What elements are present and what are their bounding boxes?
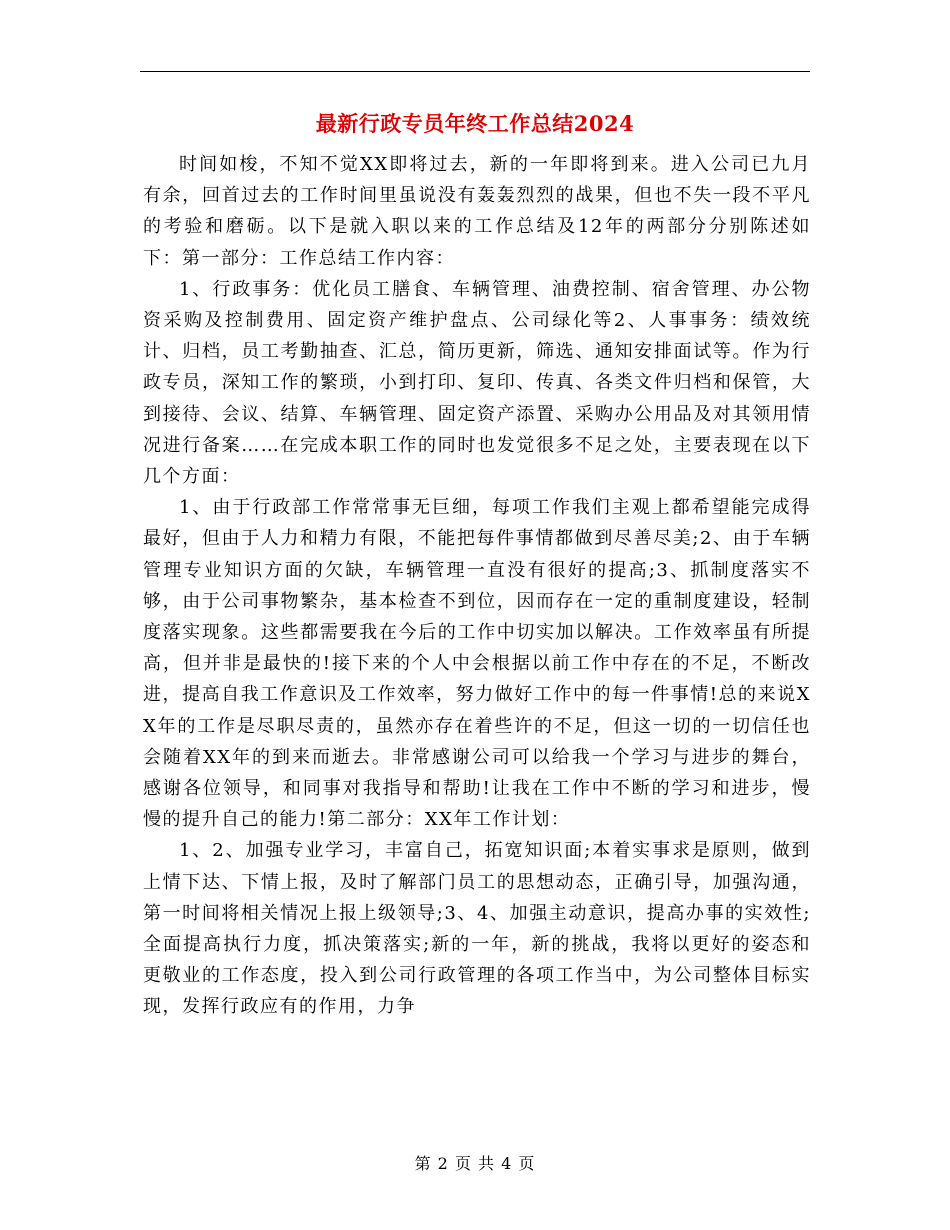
paragraph-work-plan: 1、2、加强专业学习，丰富自己，拓宽知识面;本着实事求是原则，做到上情下达、下情上报，及时了解部门员工的思想动态，正确引导，加强沟通，第一时间将相关情况上报上级领导;3、4、加强主动意识，提高办事的实效性;全面提高执行力度，抓决策落实;新的一年，新的挑战，我将以更好的姿态和更敬业的工作态度，投入到公司行政管理的各项工作当中，为公司整体目标实现，发挥行政应有的作用，力争 [143, 840, 811, 1018]
paragraph-intro: 时间如梭，不知不觉XX即将过去，新的一年即将到来。进入公司已九月有余，回首过去的工作时间里虽说没有轰轰烈烈的战果，但也不失一段不平凡的考验和磨砺。以下是就入职以来的工作总结及12年的两部分分别陈述如下：第一部分：工作总结工作内容： [143, 154, 811, 269]
header-rule [140, 71, 810, 72]
document-body [143, 149, 811, 1023]
paragraph-shortcomings: 1、由于行政部工作常常事无巨细，每项工作我们主观上都希望能完成得最好，但由于人力和精力有限，不能把每件事情都做到尽善尽美;2、由于车辆管理专业知识方面的欠缺，车辆管理一直没有很好的提高;3、抓制度落实不够，由于公司事物繁杂，基本检查不到位，因而存在一定的重制度建设，轻制度落实现象。这些都需要我在今后的工作中切实加以解决。工作效率虽有所提高，但并非是最快的!接下来的个人中会根据以前工作中存在的不足，不断改进，提高自我工作意识及工作效率，努力做好工作中的每一件事情!总的来说XX年的工作是尽职尽责的，虽然亦存在着些许的不足，但这一切的一切信任也会随着XX年的到来而逝去。非常感谢公司可以给我一个学习与进步的舞台，感谢各位领导，和同事对我指导和帮助!让我在工作中不断的学习和进步，慢慢的提升自己的能力!第二部分：XX年工作计划： [143, 497, 811, 831]
page-number-label: 第 2 页 共 4 页 [414, 1154, 536, 1173]
page-footer [0, 1152, 950, 1176]
paragraph-work-content: 1、行政事务：优化员工膳食、车辆管理、油费控制、宿舍管理、办公物资采购及控制费用、固定资产维护盘点、公司绿化等2、人事事务：绩效统计、归档，员工考勤抽查、汇总，简历更新，筛选、通知安排面试等。作为行政专员，深知工作的繁琐，小到打印、复印、传真、各类文件归档和保管，大到接待、会议、结算、车辆管理、固定资产添置、采购办公用品及对其领用情况进行备案……在完成本职工作的同时也发觉很多不足之处，主要表现在以下几个方面： [143, 278, 811, 488]
document-title: 最新行政专员年终工作总结2024 [315, 111, 635, 136]
